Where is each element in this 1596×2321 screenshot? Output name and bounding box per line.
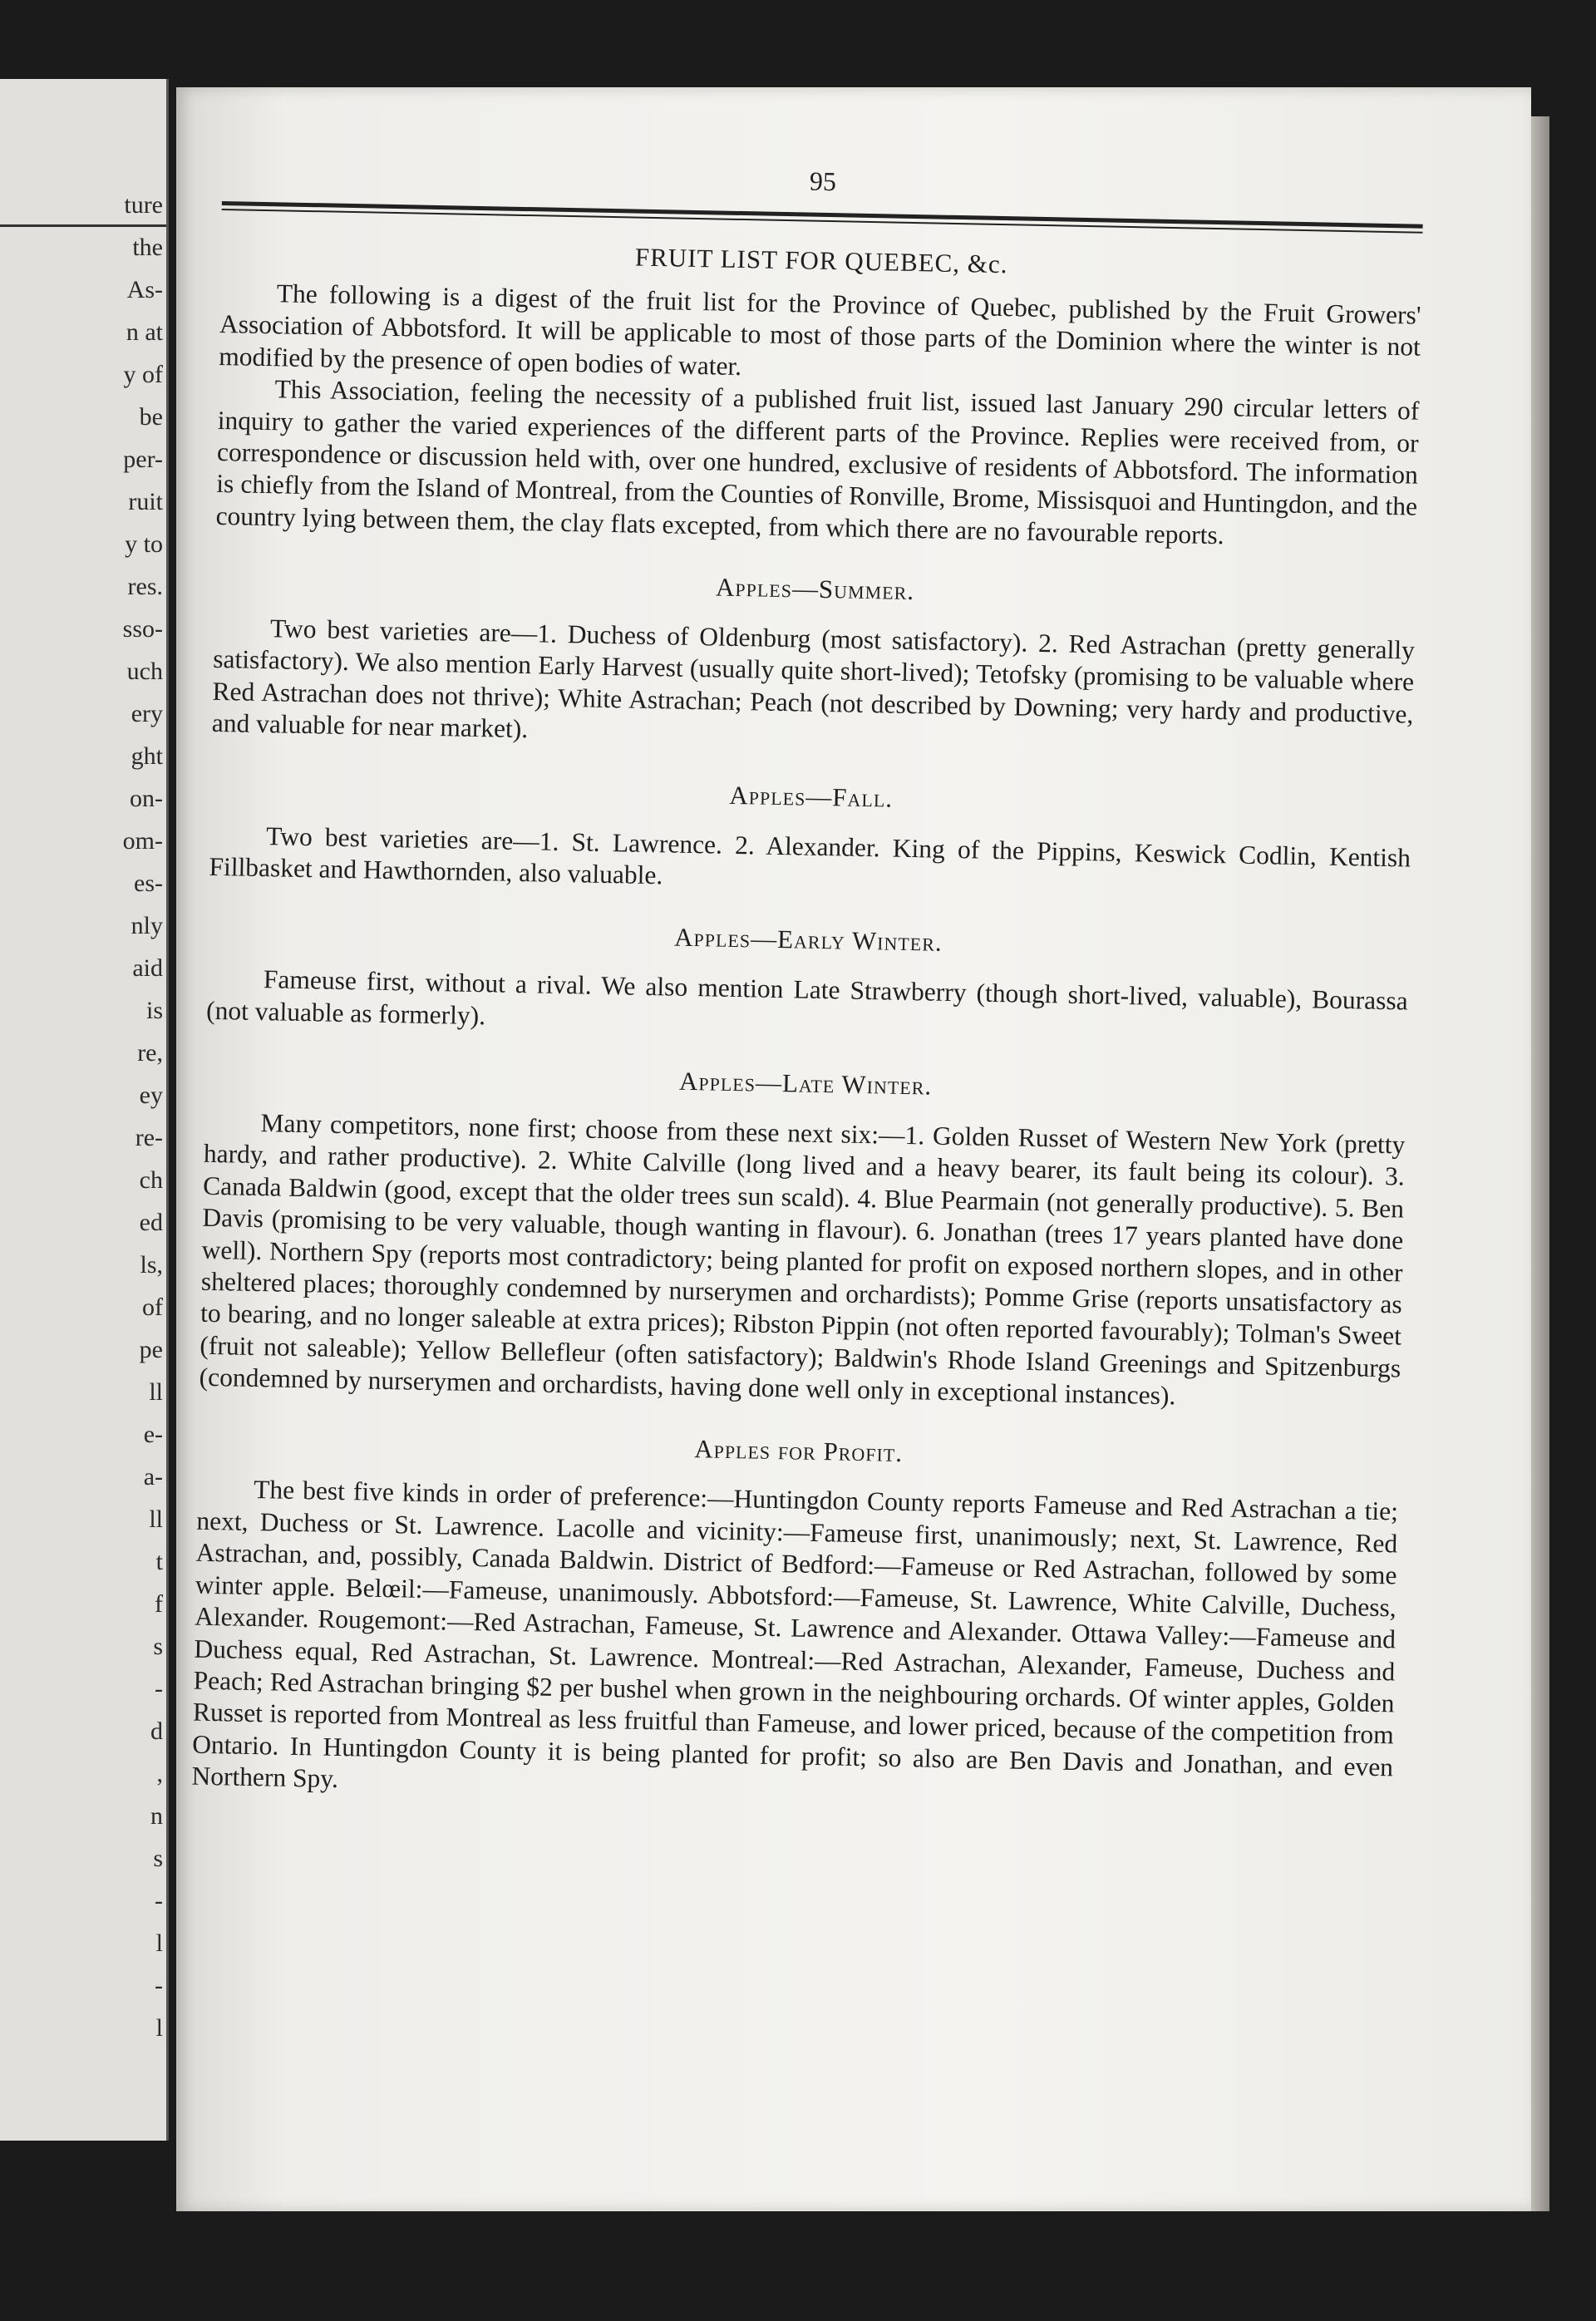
left-page-fragment: ruit (128, 488, 163, 515)
left-page-fragment: be (139, 403, 163, 431)
section-text-fall: Two best varieties are—1. St. Lawrence. 2. Alexander. King of the Pippins, Keswick Codlin, Kentish Fillbasket and Hawthornden, also valuable. (209, 820, 1411, 890)
section-heading-early-winter: Apples—Early Winter. (673, 922, 943, 958)
left-page-fragment: ll (149, 1378, 163, 1406)
left-page-fragment: aid (132, 954, 163, 982)
left-page-fragment: ery (131, 700, 163, 727)
left-page-fragment: ey (139, 1082, 163, 1109)
left-page-fragment: es- (134, 870, 163, 897)
intro-paragraph-1: The following is a digest of the fruit list for the Province of Quebec, published by the Fruit Growers' Association of Abbotsford. It will be applicable to most of those parts of the Dominion where the winter is not modified by the presence of open bodies of water. (218, 278, 1421, 381)
left-page-fragment: re- (135, 1124, 163, 1151)
left-page-fragment: f (155, 1590, 163, 1618)
left-page-fragment: y of (123, 361, 163, 388)
left-page-fragment: nly (131, 912, 163, 939)
page-content (191, 154, 1424, 1816)
left-page-fragment: t (155, 1548, 163, 1575)
left-page-fragment: uch (126, 658, 163, 685)
left-page-fragment: ture (124, 191, 163, 219)
page-edge-shadow (1531, 116, 1549, 2211)
left-page-edge (0, 79, 169, 2141)
header-rule (222, 201, 1423, 234)
section-heading-summer: Apples—Summer. (715, 572, 915, 606)
left-page-fragment: ll (149, 1505, 163, 1533)
left-page-fragment: - (155, 1972, 163, 1999)
intro-paragraph-2: This Association, feeling the necessity of a published fruit list, issued last January 290 circular letters of inquiry to gather the varied experiences of the different parts of the Province. Replies were received from, or correspondence or discussion held with, over one hundred, exclusive of residents of Abbotsford. The information is chiefly from the Island of Montreal, from the Counties of Ronville, Brome, Missisquoi and Huntingdon, and the country lying between them, the clay flats excepted, from which there are no favourable reports. (215, 374, 1420, 550)
page-title: FRUIT LIST FOR QUEBEC, &c. (634, 242, 1008, 279)
left-page-fragment: As- (126, 276, 163, 303)
left-page-fragment: y to (125, 530, 163, 558)
left-page-fragment: is (145, 997, 163, 1024)
left-page-fragment: on- (130, 785, 163, 812)
left-page-fragment: d (150, 1717, 163, 1745)
section-heading-late-winter: Apples—Late Winter. (678, 1066, 933, 1101)
left-page-rule (0, 224, 166, 227)
left-page-fragment: - (155, 1887, 163, 1914)
left-page-fragment: l (155, 1929, 163, 1957)
left-page-fragment: n at (126, 318, 163, 346)
left-page-fragment: pe (139, 1336, 163, 1363)
left-page-fragment: om- (122, 827, 163, 855)
left-page-fragment: res. (127, 573, 163, 600)
left-page-fragment: the (132, 234, 163, 261)
left-page-fragment: , (156, 1760, 163, 1787)
left-page-fragment: ght (131, 742, 163, 770)
left-page-fragment: s (153, 1845, 163, 1872)
left-page-fragment: ch (139, 1166, 163, 1194)
left-page-fragment: ed (139, 1209, 163, 1236)
left-page-fragment: sso- (122, 615, 163, 643)
section-heading-profit: Apples for Profit. (693, 1433, 904, 1467)
left-page-fragment: s (153, 1633, 163, 1660)
section-heading-fall: Apples—Fall. (729, 780, 894, 813)
section-text-early-winter: Fameuse first, without a rival. We also mention Late Strawberry (though short-lived, valuable), Bourassa (not valuable as formerly). (205, 964, 1409, 1030)
section-text-summer: Two best varieties are—1. Duchess of Oldenburg (most satisfactory). 2. Red Astrachan (pretty generally satisfactory). We also mention Early Harvest (usually quite short-lived); Tetofsky (promising to be valuable where Red Astrachan does not thrive); White Astrachan; Peach (not described by Downing; very hardy and productive, and valuable for near market). (211, 614, 1416, 744)
page-number: 95 (809, 165, 837, 197)
left-page-fragment: l (155, 2014, 163, 2042)
left-page-fragment: e- (143, 1421, 163, 1448)
section-text-late-winter: Many competitors, none first; choose from these next six:—1. Golden Russet of Western New York (pretty hardy, and rather productive). 2. White Calville (long lived and a heavy bearer, its fault being its colour). 3. Canada Baldwin (good, except that the older trees sun scald). 4. Blue Pearmain (not generally productive). 5. Ben Davis (promising to be very valuable, though wanting in flavour). 6. Jonathan (trees 17 years planted have done well). Northern Spy (reports most contradictory; being planted for profit on exposed northern slopes, and in other sheltered places; thoroughly condemned by nurserymen and orchardists); Pomme Grise (reports unsatisfactory as to bearing, and no longer saleable at extra prices); Ribston Pippin (not often reported favourably); Tolman's Sweet (fruit not saleable); Yellow Bellefleur (often satisfactory); Baldwin's Rhode Island Greenings and Spitzenburgs (condemned by nurserymen and orchardists, having done well only in exceptional instances). (199, 1107, 1406, 1411)
left-page-fragment: of (142, 1294, 163, 1321)
left-page-fragment: ls, (140, 1251, 163, 1279)
left-page-fragment: per- (123, 446, 163, 473)
section-text-profit: The best five kinds in order of preference:—Huntingdon County reports Fameuse and Red Astrachan a tie; next, Duchess or St. Lawrence. Lacolle and vicinity:—Fameuse first, unanimously; next, St. Lawrence, Red Astrachan, and, possibly, Canada Baldwin. District of Bedford:—Fameuse or Red Astrachan, followed by some winter apple. Belœil:—Fameuse, unanimously. Abbotsford:—Fameuse, St. Lawrence, White Calville, Duchess, Alexander. Rougemont:—Red Astrachan, Fameuse, St. Lawrence and Alexander. Ottawa Valley:—Fameuse and Duchess equal, Red Astrachan, St. Lawrence. Montreal:—Red Astrachan, Alexander, Fameuse, Duchess and Peach; Red Astrachan bringing $2 per bushel when grown in the neighbouring orchards. Of winter apples, Golden Russet is reported from Montreal as less fruitful than Fameuse, and lower priced, because of the competition from Ontario. In Huntingdon County it is being planted for profit; so also are Ben Davis and Jonathan, and even Northern Spy. (191, 1475, 1399, 1794)
left-page-fragment: re, (137, 1039, 163, 1067)
left-page-fragment: a- (143, 1463, 163, 1491)
left-page-fragment: n (150, 1802, 163, 1830)
left-page-fragment: - (155, 1675, 163, 1703)
